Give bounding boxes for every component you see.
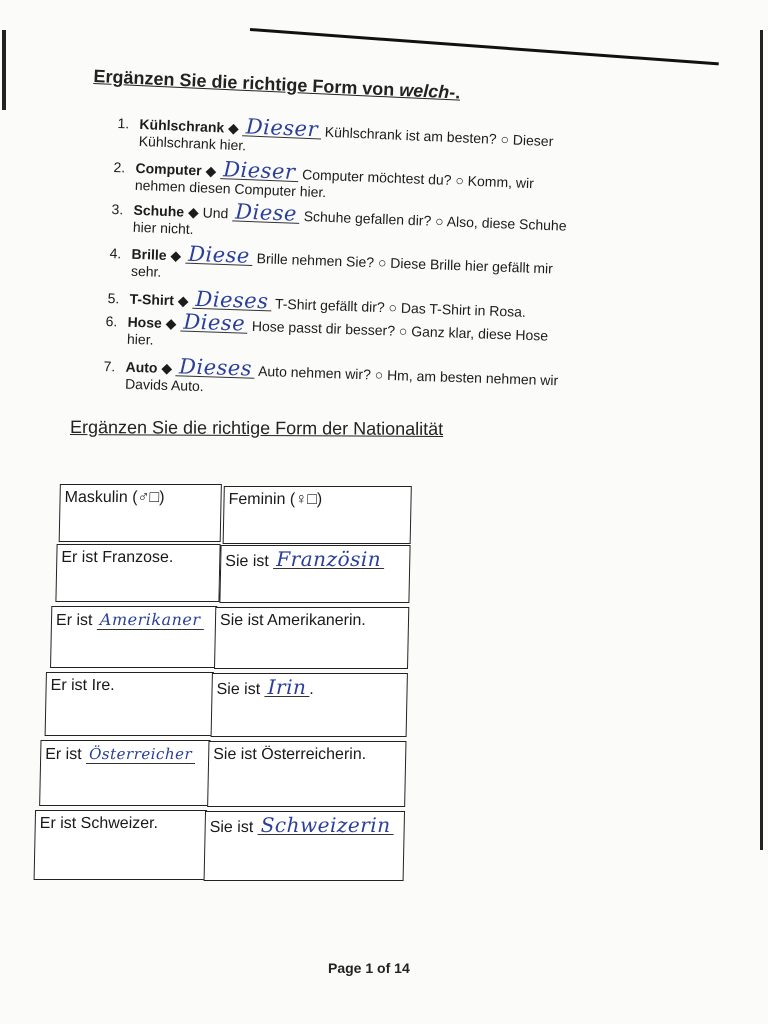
handwritten-answer: Dieser — [220, 160, 299, 182]
handwritten-answer: Dieser — [242, 117, 321, 139]
table-header-masc: Maskulin (♂︎□) — [59, 484, 222, 542]
table-cell: Er ist Franzose. — [55, 544, 220, 602]
page-counter: Page 1 of 14 — [328, 960, 410, 976]
handwritten-answer: Diese — [232, 202, 300, 223]
table-cell: Sie ist Schweizerin — [204, 811, 405, 881]
handwritten-answer: Schweizerin — [258, 816, 394, 835]
handwritten-answer: Dieses — [176, 357, 256, 378]
exercise-item: 2. Computer ◆ Dieser Computer möchtest du? ○ Komm, wir nehmen diesen Computer hier. — [113, 157, 535, 201]
paper-edge-right — [760, 30, 763, 850]
exercise-item: 1. Kühlschrank ◆ Dieser Kühlschrank ist am besten? ○ Dieser Kühlschrank hier. — [117, 114, 554, 154]
table-cell: Sie ist Amerikanerin. — [214, 607, 409, 669]
table-header-fem: Feminin (♀︎□) — [223, 486, 412, 544]
handwritten-answer: Irin — [264, 678, 309, 697]
table-cell: Sie ist Irin . — [211, 673, 408, 737]
handwritten-answer: Dieses — [192, 290, 272, 312]
paper-edge-top — [250, 28, 719, 65]
table-cell: Er ist Ire. — [45, 672, 214, 736]
paper-edge-left — [2, 30, 6, 110]
handwritten-answer: Amerikaner — [97, 611, 204, 630]
exercise-item: 7. Auto ◆ Dieses Auto nehmen wir? ○ Hm, am besten nehmen wir Davids Auto. — [103, 354, 559, 395]
table-cell: Sie ist Österreicherin. — [207, 741, 406, 807]
table-cell: Er ist Schweizer. — [34, 810, 207, 880]
exercise-item: 5. T-Shirt ◆ Dieses T-Shirt gefällt dir? ○ Das T-Shirt in Rosa. — [107, 286, 527, 320]
handwritten-answer: Diese — [185, 245, 253, 266]
exercise-item: 4. Brille ◆ Diese Brille nehmen Sie? ○ Diese Brille hier gefällt mir sehr. — [109, 241, 554, 280]
table-cell: Er ist Amerikaner — [50, 606, 217, 668]
exercise-item: 3. Schuhe ◆ Und Diese Schuhe gefallen dir? ○ Also, diese Schuhe hier nicht. — [111, 199, 567, 238]
handwritten-answer: Österreicher — [86, 745, 195, 764]
handwritten-answer: Diese — [180, 312, 248, 333]
heading-nationality: Ergänzen Sie die richtige Form der Nationalität — [69, 417, 444, 439]
handwritten-answer: Französin — [273, 550, 384, 569]
heading-welch: Ergänzen Sie die richtige Form von welch-. — [93, 66, 461, 103]
exercise-item: 6. Hose ◆ Diese Hose passt dir besser? ○ Ganz klar, diese Hose hier. — [105, 309, 549, 348]
table-cell: Er ist Österreicher — [39, 740, 210, 806]
table-cell: Sie ist Französin — [219, 545, 410, 603]
